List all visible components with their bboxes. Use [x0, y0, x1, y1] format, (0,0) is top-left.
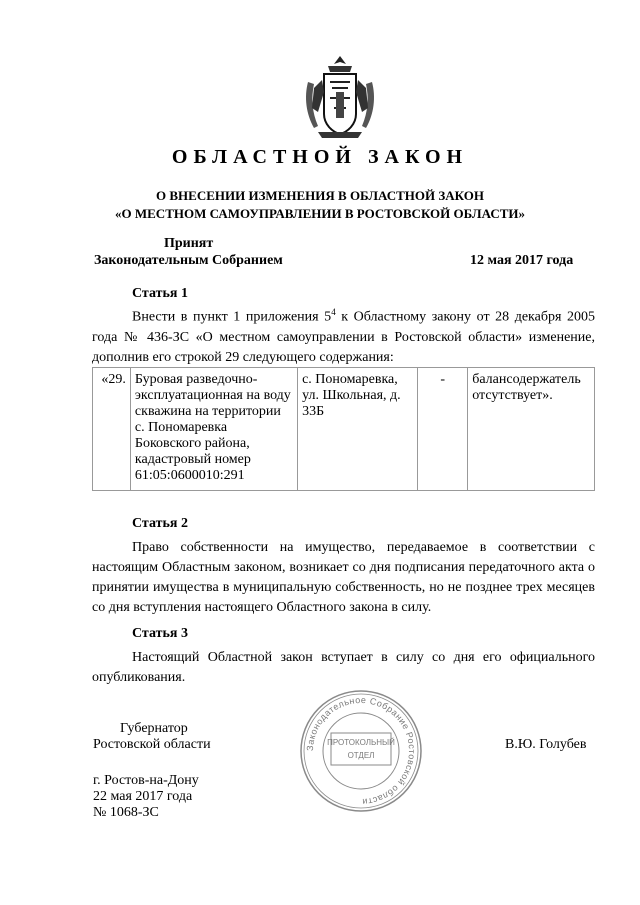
article-3-heading: Статья 3	[132, 626, 188, 641]
law-subtitle-line1: О ВНЕСЕНИИ ИЗМЕНЕНИЯ В ОБЛАСТНОЙ ЗАКОН	[156, 188, 484, 203]
official-stamp	[298, 688, 424, 814]
footer-city: г. Ростов-на-Дону	[93, 773, 199, 788]
stamp-outer-text: Законодательное Собрание Ростовской области	[304, 694, 418, 808]
row-number: «29.	[93, 368, 131, 491]
table-row	[93, 368, 595, 491]
footer-law-number: № 1068-ЗС	[93, 805, 159, 820]
article-3-text: Настоящий Областной закон вступает в силу со дня его официального опубликования.	[92, 650, 595, 685]
article-2-text: Право собственности на имущество, передаваемое в соответствии с настоящим Областным законом, возникает со дня подписания передаточного акта о принятии имущества в муниципальную собственность, но не позднее трех месяцев со дня вступления настоящего Областного закона в силу.	[92, 540, 595, 615]
article-1-heading: Статья 1	[132, 286, 188, 301]
article-2-heading: Статья 2	[132, 516, 188, 531]
property-address: с. Пономаревка, ул. Школьная, д. 33Б	[298, 368, 418, 491]
empty-cell-dash: -	[418, 368, 468, 491]
article-1-text-part1: Внести в пункт 1 приложения 5	[132, 309, 332, 325]
signatory-role-line2: Ростовской области	[93, 737, 211, 752]
article-1-text-part2: к Областному закону от 28 декабря 2005 года № 436-ЗС «О местном самоуправлении в Ростовской области» изменение, дополнив его строкой 29 следующего содержания:	[92, 309, 595, 365]
signatory-role-line1: Губернатор	[120, 721, 188, 736]
article-1-superscript: 4	[331, 307, 336, 317]
property-table	[92, 367, 595, 491]
adopted-by: Законодательным Собранием	[94, 253, 283, 268]
law-subtitle-line2: «О МЕСТНОМ САМОУПРАВЛЕНИИ В РОСТОВСКОЙ ОБЛАСТИ»	[115, 206, 525, 221]
adoption-date: 12 мая 2017 года	[470, 253, 574, 268]
coat-of-arms-emblem	[300, 52, 380, 142]
stamp-inner-line1: ПРОТОКОЛЬНЫЙ	[327, 738, 395, 747]
property-name: Буровая разведочно-эксплуатационная на воду скважина на территории с. Пономаревка Боковского района, кадастровый номер 61:05:0600010:291	[130, 368, 297, 491]
adopted-label: Принят	[164, 236, 214, 251]
article-1-text	[92, 302, 595, 368]
signatory-name: В.Ю. Голубев	[505, 737, 587, 752]
stamp-inner-line2: ОТДЕЛ	[347, 751, 375, 760]
balance-holder: балансодержатель отсутствует».	[468, 368, 595, 491]
document-title: ОБЛАСТНОЙ ЗАКОН	[171, 146, 469, 168]
footer-date: 22 мая 2017 года	[93, 789, 193, 804]
